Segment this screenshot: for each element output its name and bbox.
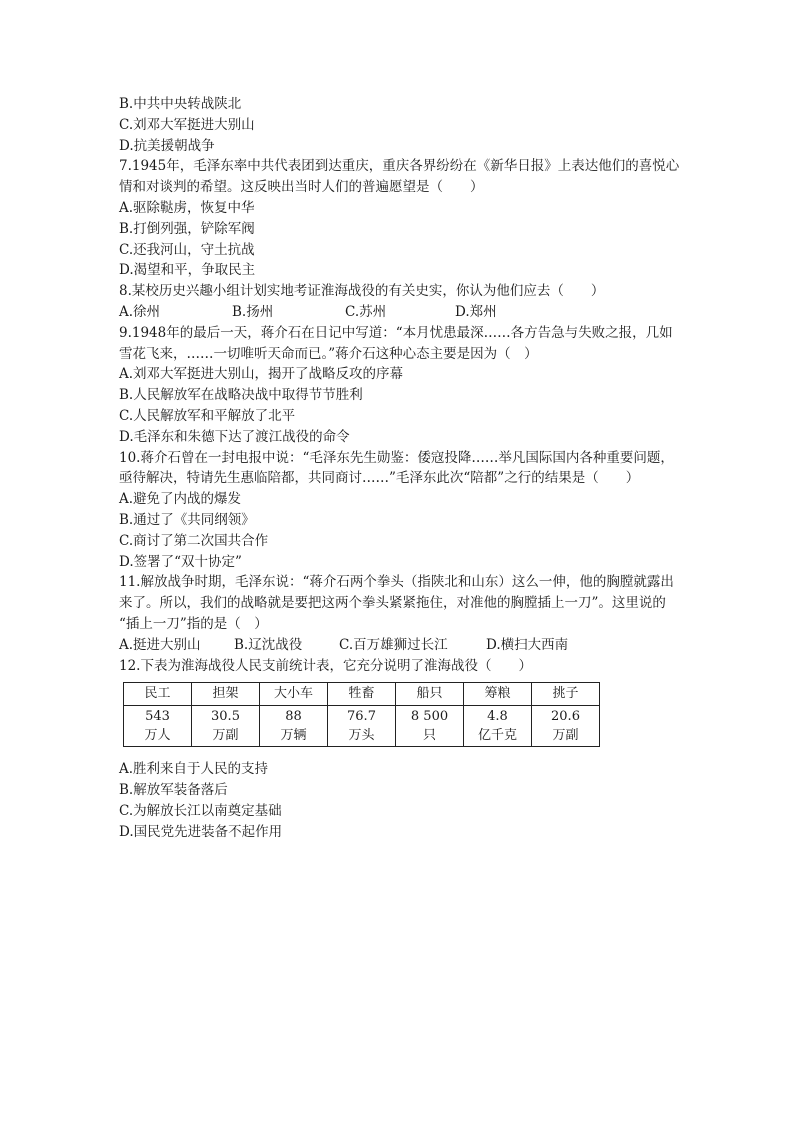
cell-unit: 万副 xyxy=(552,728,579,744)
option-b: B.人民解放军在战略决战中取得节节胜利 xyxy=(119,387,363,404)
question-stem: 7.1945年，毛泽东率中共代表团到达重庆，重庆各界纷纷在《新华日报》上表达他们的喜悦心 xyxy=(119,158,680,175)
question-stem: 9.1948年的最后一天，蒋介石在日记中写道：“本月忧患最深……各方告急与失败之报，几如 xyxy=(119,324,673,341)
option-c: C.刘邓大军挺进大别山 xyxy=(119,116,255,133)
cell-value: 4.8 xyxy=(487,709,508,725)
cell-value: 30.5 xyxy=(211,709,240,725)
cell-unit: 万辆 xyxy=(280,728,307,744)
option-d: D.国民党先进装备不起作用 xyxy=(119,823,283,840)
question-stem: 12.下表为淮海战役人民支前统计表，它充分说明了淮海战役（ ） xyxy=(119,657,532,674)
cell-unit: 亿千克 xyxy=(477,728,517,744)
option-b: B.扬州 xyxy=(232,303,274,320)
exam-page xyxy=(119,94,719,843)
option-d: D.抗美援朝战争 xyxy=(119,137,215,154)
option-a: A.挺进大别山 xyxy=(119,636,201,653)
options-row xyxy=(119,635,719,656)
header-boats: 船只 xyxy=(396,683,464,706)
option-d: D.横扫大西南 xyxy=(486,636,569,653)
header-livestock: 牲畜 xyxy=(328,683,396,706)
header-carts: 大小车 xyxy=(260,683,328,706)
option-a: A.避免了内战的爆发 xyxy=(119,491,242,508)
table-cell xyxy=(328,706,396,747)
question-stem: 10.蒋介石曾在一封电报中说：“毛泽东先生勋鉴：倭寇投降……举凡国际国内各种重要问题， xyxy=(119,449,674,466)
table-cell xyxy=(464,706,532,747)
option-a: A.刘邓大军挺进大别山，揭开了战略反攻的序幕 xyxy=(119,366,404,383)
question-10 xyxy=(119,448,719,573)
question-7 xyxy=(119,156,719,281)
cell-unit: 只 xyxy=(422,728,436,744)
table-cell xyxy=(260,706,328,747)
option-d: D.渴望和平，争取民主 xyxy=(119,262,256,279)
option-c: C.苏州 xyxy=(345,303,387,320)
question-stem: 雪花飞来，……一切唯听天命而已。”蒋介石这种心态主要是因为（ ） xyxy=(119,345,538,362)
question-8 xyxy=(119,281,719,323)
option-c: C.百万雄狮过长江 xyxy=(339,636,448,653)
cell-value: 88 xyxy=(285,709,302,725)
table-cell xyxy=(396,706,464,747)
option-c: C.为解放长江以南奠定基础 xyxy=(119,802,282,819)
header-stretchers: 担架 xyxy=(192,683,260,706)
question-stem: 来了。所以，我们的战略就是要把这两个拳头紧紧拖住，对准他的胸膛插上一刀”。这里说的 xyxy=(119,595,666,612)
option-b: B.打倒列强，铲除军阀 xyxy=(119,220,255,237)
option-d: D.签署了“双十协定” xyxy=(119,553,242,570)
question-stem: 11.解放战争时期，毛泽东说：“蒋介石两个拳头（指陕北和山东）这么一伸，他的胸膛就露出 xyxy=(119,574,674,591)
prev-question-options xyxy=(119,94,719,156)
question-stem: 8.某校历史兴趣小组计划实地考证淮海战役的有关史实，你认为他们应去（ ） xyxy=(119,283,605,300)
option-a: A.胜利来自于人民的支持 xyxy=(119,761,269,778)
cell-unit: 万副 xyxy=(212,728,239,744)
question-stem: 亟待解决，特请先生惠临陪都，共同商讨……”毛泽东此次“陪都”之行的结果是（ ） xyxy=(119,470,640,487)
header-laborers: 民工 xyxy=(124,683,192,706)
option-c: C.人民解放军和平解放了北平 xyxy=(119,407,296,424)
option-a: A.驱除鞑虏，恢复中华 xyxy=(119,199,255,216)
option-d: D.郑州 xyxy=(455,303,497,320)
cell-unit: 万人 xyxy=(144,728,171,744)
option-d: D.毛泽东和朱德下达了渡江战役的命令 xyxy=(119,428,350,445)
option-b: B.解放军装备落后 xyxy=(119,782,228,799)
table-row xyxy=(124,706,600,747)
option-b: B.中共中央转战陕北 xyxy=(119,96,242,112)
header-grain: 筹粮 xyxy=(464,683,532,706)
options-row xyxy=(119,302,719,323)
cell-value: 76.7 xyxy=(347,709,376,725)
table-cell xyxy=(532,706,600,747)
option-b: B.辽沈战役 xyxy=(234,636,303,653)
question-stem: “插上一刀”指的是（ ） xyxy=(119,615,268,632)
cell-value: 543 xyxy=(145,709,170,725)
cell-unit: 万头 xyxy=(348,728,375,744)
option-c: C.商讨了第二次国共合作 xyxy=(119,532,269,549)
option-c: C.还我河山，守土抗战 xyxy=(119,241,255,258)
option-b: B.通过了《共同纲领》 xyxy=(119,511,255,528)
question-11 xyxy=(119,572,719,655)
table-header-row xyxy=(124,683,600,706)
option-a: A.徐州 xyxy=(119,303,161,320)
cell-value: 8 500 xyxy=(410,709,449,725)
header-carrying-poles: 挑子 xyxy=(532,683,600,706)
support-statistics-table xyxy=(123,682,600,747)
table-cell xyxy=(124,706,192,747)
question-stem: 情和对谈判的希望。这反映出当时人们的普遍愿望是（ ） xyxy=(119,179,484,196)
question-9 xyxy=(119,323,719,448)
question-12 xyxy=(119,656,719,843)
table-cell xyxy=(192,706,260,747)
cell-value: 20.6 xyxy=(551,709,580,725)
